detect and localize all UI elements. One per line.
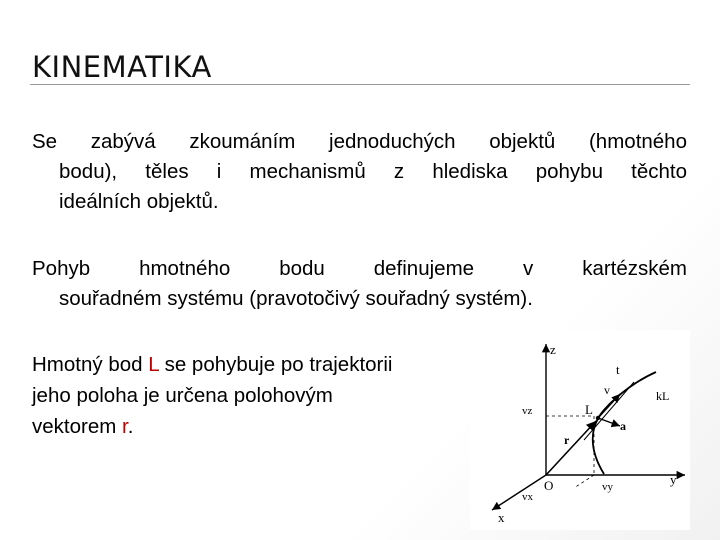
svg-text:O: O (544, 478, 554, 493)
paragraph-trajectory (32, 349, 392, 442)
svg-text:a: a (620, 419, 626, 433)
svg-text:L: L (585, 402, 593, 417)
svg-text:vy: vy (602, 481, 613, 493)
vector-r-label: r (122, 415, 128, 438)
kinematics-diagram (470, 330, 690, 530)
paragraph-1-line-2: bodu), těles i mechanismů z hlediska pohybu těchto (59, 160, 687, 183)
svg-text:y: y (670, 472, 677, 487)
svg-text:x: x (498, 510, 505, 525)
point-L-label: L (148, 353, 159, 376)
position-vector-r (546, 421, 596, 475)
paragraph-3-line-1: Hmotný bod L se pohybuje po trajektorii (32, 353, 393, 376)
svg-text:t: t (616, 362, 620, 377)
svg-text:kL: kL (656, 389, 670, 403)
paragraph-1-line-1: Se zabývá zkoumáním jednoduchých objektů (hmotného (32, 130, 687, 153)
paragraph-2-line-1: Pohyb hmotného bodu definujeme v kartézském (32, 257, 687, 280)
svg-text:vz: vz (522, 405, 533, 417)
title-underline (30, 84, 690, 85)
svg-text:vx: vx (522, 491, 533, 503)
paragraph-3-line-3: vektorem r. (32, 415, 134, 438)
acceleration-vector-a (598, 418, 620, 426)
svg-text:r: r (564, 433, 570, 447)
velocity-vector-v (598, 394, 620, 418)
paragraph-3-line-2: jeho poloha je určena polohovým (32, 384, 333, 407)
paragraph-coordinate-system (32, 254, 687, 314)
slide-title: KINEMATIKA (32, 50, 212, 84)
paragraph-2-line-2: souřadném systému (pravotočivý souřadný systém). (59, 287, 533, 310)
coordinate-system-diagram (470, 330, 690, 530)
svg-text:v: v (604, 383, 610, 397)
paragraph-definition (32, 127, 687, 217)
point-L (596, 416, 600, 420)
x-axis (492, 475, 546, 510)
svg-text:z: z (550, 342, 556, 357)
paragraph-1-line-3: ideálních objektů. (59, 190, 219, 213)
